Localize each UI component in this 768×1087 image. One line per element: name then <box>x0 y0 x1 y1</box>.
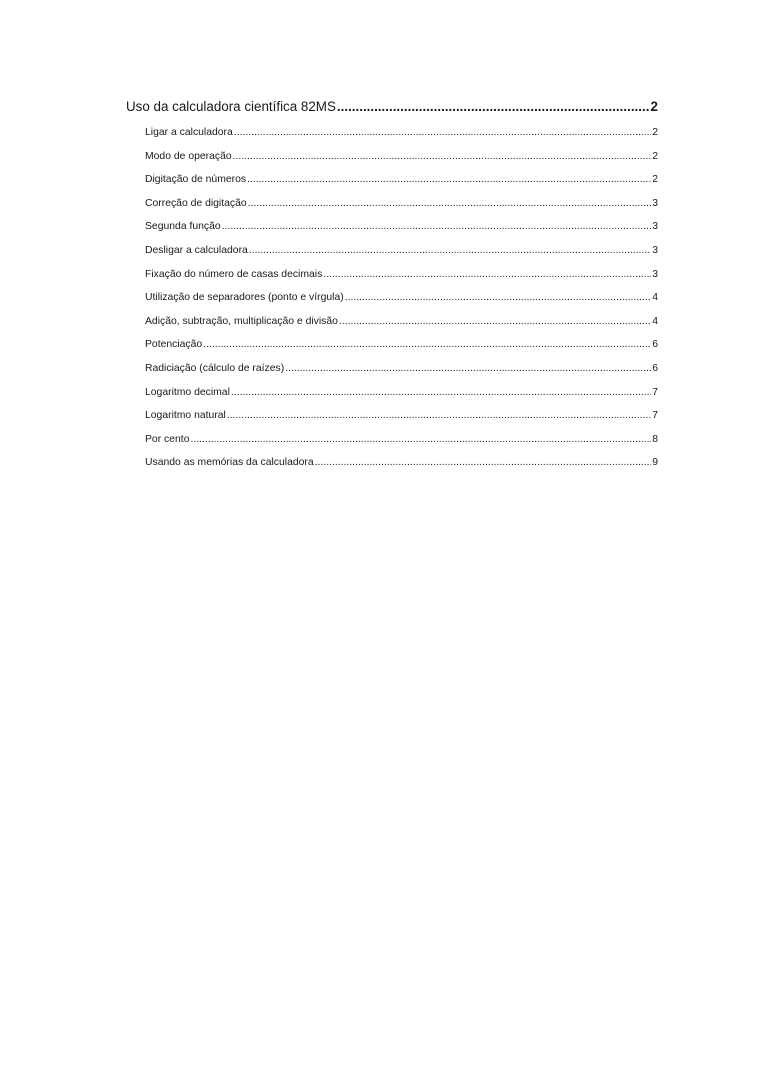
toc-entry-page-number: 3 <box>652 221 658 233</box>
toc-dot-leader <box>234 121 651 145</box>
toc-entry-title: Digitação de números <box>145 174 247 186</box>
toc-entry[interactable] <box>126 215 658 239</box>
toc-entry-page-number: 3 <box>652 244 658 256</box>
toc-entry[interactable] <box>126 451 658 475</box>
toc-entry-title: Modo de operação <box>145 150 232 162</box>
toc-entry-page-number: 2 <box>652 174 658 186</box>
toc-entry-title: Desligar a calculadora <box>145 244 248 256</box>
toc-entry-title: Potenciação <box>145 339 203 351</box>
toc-dot-leader <box>190 428 651 452</box>
toc-entry-title: Correção de digitação <box>145 197 247 209</box>
toc-dot-leader <box>249 239 651 263</box>
toc-entry-page-number: 9 <box>652 457 658 469</box>
toc-entry-title: Radiciação (cálculo de raízes) <box>145 362 285 374</box>
toc-dot-leader <box>285 357 651 381</box>
toc-entry-title: Fixação do número de casas decimais <box>145 268 323 280</box>
toc-entry[interactable] <box>126 286 658 310</box>
toc-dot-leader <box>339 310 651 334</box>
toc-entry[interactable] <box>126 404 658 428</box>
toc-entry-page-number: 4 <box>652 315 658 327</box>
toc-entry[interactable] <box>126 192 658 216</box>
toc-entry[interactable] <box>126 381 658 405</box>
toc-entry-page-number: 2 <box>652 150 658 162</box>
toc-dot-leader <box>231 381 651 405</box>
toc-dot-leader <box>248 192 652 216</box>
toc-entry-title: Logaritmo natural <box>145 410 226 422</box>
toc-dot-leader <box>247 168 651 192</box>
toc-dot-leader <box>233 145 652 169</box>
toc-heading[interactable] <box>126 95 658 119</box>
table-of-contents <box>126 95 658 475</box>
toc-entry[interactable] <box>126 168 658 192</box>
toc-dot-leader <box>203 333 651 357</box>
toc-heading-title: Uso da calculadora científica 82MS <box>126 99 336 114</box>
toc-entry[interactable] <box>126 239 658 263</box>
toc-entry[interactable] <box>126 263 658 287</box>
toc-dot-leader <box>315 451 652 475</box>
toc-entry-title: Adição, subtração, multiplicação e divisão <box>145 315 338 327</box>
toc-dot-leader <box>337 95 650 119</box>
toc-entry-page-number: 3 <box>652 197 658 209</box>
toc-dot-leader <box>345 286 652 310</box>
toc-entry-page-number: 7 <box>652 410 658 422</box>
toc-entry-list <box>126 121 658 475</box>
toc-entry[interactable] <box>126 428 658 452</box>
toc-entry[interactable] <box>126 333 658 357</box>
toc-entry-title: Logaritmo decimal <box>145 386 230 398</box>
toc-entry[interactable] <box>126 145 658 169</box>
toc-entry-title: Segunda função <box>145 221 221 233</box>
toc-entry[interactable] <box>126 357 658 381</box>
toc-dot-leader <box>323 263 651 287</box>
toc-entry[interactable] <box>126 310 658 334</box>
toc-dot-leader <box>222 215 652 239</box>
toc-entry-title: Por cento <box>145 433 190 445</box>
toc-entry-title: Utilização de separadores (ponto e vírgula) <box>145 292 344 304</box>
toc-entry-page-number: 3 <box>652 268 658 280</box>
toc-entry-page-number: 6 <box>652 362 658 374</box>
toc-entry-page-number: 4 <box>652 292 658 304</box>
toc-dot-leader <box>227 404 651 428</box>
toc-entry[interactable] <box>126 121 658 145</box>
toc-entry-title: Usando as memórias da calculadora <box>145 457 314 469</box>
toc-entry-page-number: 7 <box>652 386 658 398</box>
toc-entry-page-number: 8 <box>652 433 658 445</box>
toc-entry-page-number: 2 <box>652 127 658 138</box>
toc-entry-title: Ligar a calculadora <box>145 127 233 138</box>
toc-entry-page-number: 6 <box>652 339 658 351</box>
toc-heading-page-number: 2 <box>650 99 658 114</box>
